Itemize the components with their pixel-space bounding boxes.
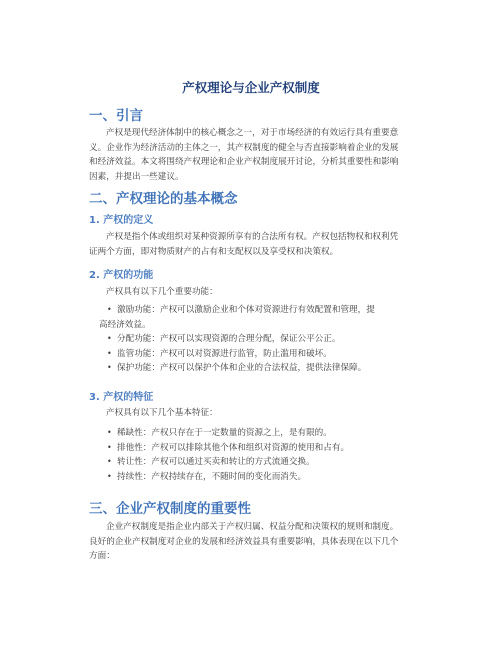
list-item-text: 持续性：产权持续存在，不随时间的变化而消失。 <box>117 471 307 482</box>
subsection-heading-definition: 1. 产权的定义 <box>89 215 154 226</box>
paragraph-line: 和经济效益。本文将围绕产权理论和企业产权制度展开讨论，分析其重要性和影响 <box>89 157 399 168</box>
paragraph-line: 企业产权制度是指企业内部关于产权归属、权益分配和决策权的规则和制度。 <box>106 522 399 532</box>
document-title: 产权理论与企业产权制度 <box>182 80 320 95</box>
section-heading-importance: 三、企业产权制度的重要性 <box>89 501 251 517</box>
list-item-text: 排他性：产权可以排除其他个体和组织对资源的使用和占有。 <box>117 442 350 453</box>
characteristics-list <box>89 426 439 484</box>
paragraph-line: 产权具有以下几个重要功能： <box>106 287 218 297</box>
paragraph-line: 良好的企业产权制度对企业的发展和经济效益具有重要影响，具体表现在以下几个 <box>89 536 399 547</box>
paragraph-line: 产权是现代经济体制中的核心概念之一，对于市场经济的有效运行具有重要意 <box>106 128 399 138</box>
list-item <box>89 441 439 456</box>
list-item <box>89 347 439 362</box>
importance-paragraph <box>89 520 434 564</box>
list-item-text: 稀缺性：产权只存在于一定数量的资源之上，是有限的。 <box>117 428 332 438</box>
list-item <box>89 426 439 441</box>
bullet-icon: • <box>107 428 112 437</box>
list-item-text: 激励功能：产权可以激励企业和个体对资源进行有效配置和管理，提 <box>117 305 375 315</box>
section-heading-basic-concepts: 二、产权理论的基本概念 <box>89 191 238 207</box>
subsection-heading-characteristics: 3. 产权的特征 <box>89 392 154 403</box>
list-item <box>89 332 439 347</box>
bullet-icon: • <box>107 471 112 481</box>
bullet-icon: • <box>107 457 112 467</box>
bullet-icon: • <box>107 305 112 314</box>
list-item <box>89 303 439 332</box>
list-item-text: 保护功能：产权可以保护个体和企业的合法权益，提供法律保障。 <box>117 363 367 374</box>
functions-list <box>89 303 439 376</box>
paragraph-line: 产权具有以下几个基本特征： <box>106 408 218 418</box>
list-item-text: 分配功能：产权可以实现资源的合理分配，保证公平公正。 <box>117 334 341 345</box>
bullet-icon: • <box>107 442 112 452</box>
bullet-icon: • <box>107 363 112 373</box>
subsection-heading-functions: 2. 产权的功能 <box>89 270 154 281</box>
characteristics-intro <box>89 406 434 421</box>
list-item-text: 监管功能：产权可以对资源进行监管，防止滥用和破坏。 <box>117 348 332 359</box>
introduction-paragraph <box>89 126 434 184</box>
list-item <box>89 361 439 376</box>
list-item <box>89 470 439 485</box>
paragraph-line: 方面： <box>89 551 115 562</box>
bullet-icon: • <box>107 348 112 358</box>
paragraph-line: 证两个方面，即对物质财产的占有和支配权以及享受权和决策权。 <box>89 246 339 257</box>
bullet-icon: • <box>107 334 112 344</box>
paragraph-line: 义。企业作为经济活动的主体之一，其产权制度的健全与否直接影响着企业的发展 <box>89 142 399 153</box>
list-item-text: 转让性：产权可以通过买卖和转让的方式流通交换。 <box>117 457 315 468</box>
paragraph-line: 产权是指个体或组织对某种资源所享有的合法所有权。产权包括物权和权利凭 <box>106 232 399 242</box>
paragraph-line: 因素，并提出一些建议。 <box>89 171 184 182</box>
list-item <box>89 455 439 470</box>
list-item-text-continued: 高经济效益。 <box>99 319 151 330</box>
definition-paragraph <box>89 230 434 259</box>
functions-intro <box>89 285 434 300</box>
section-heading-introduction: 一、引言 <box>89 108 143 124</box>
